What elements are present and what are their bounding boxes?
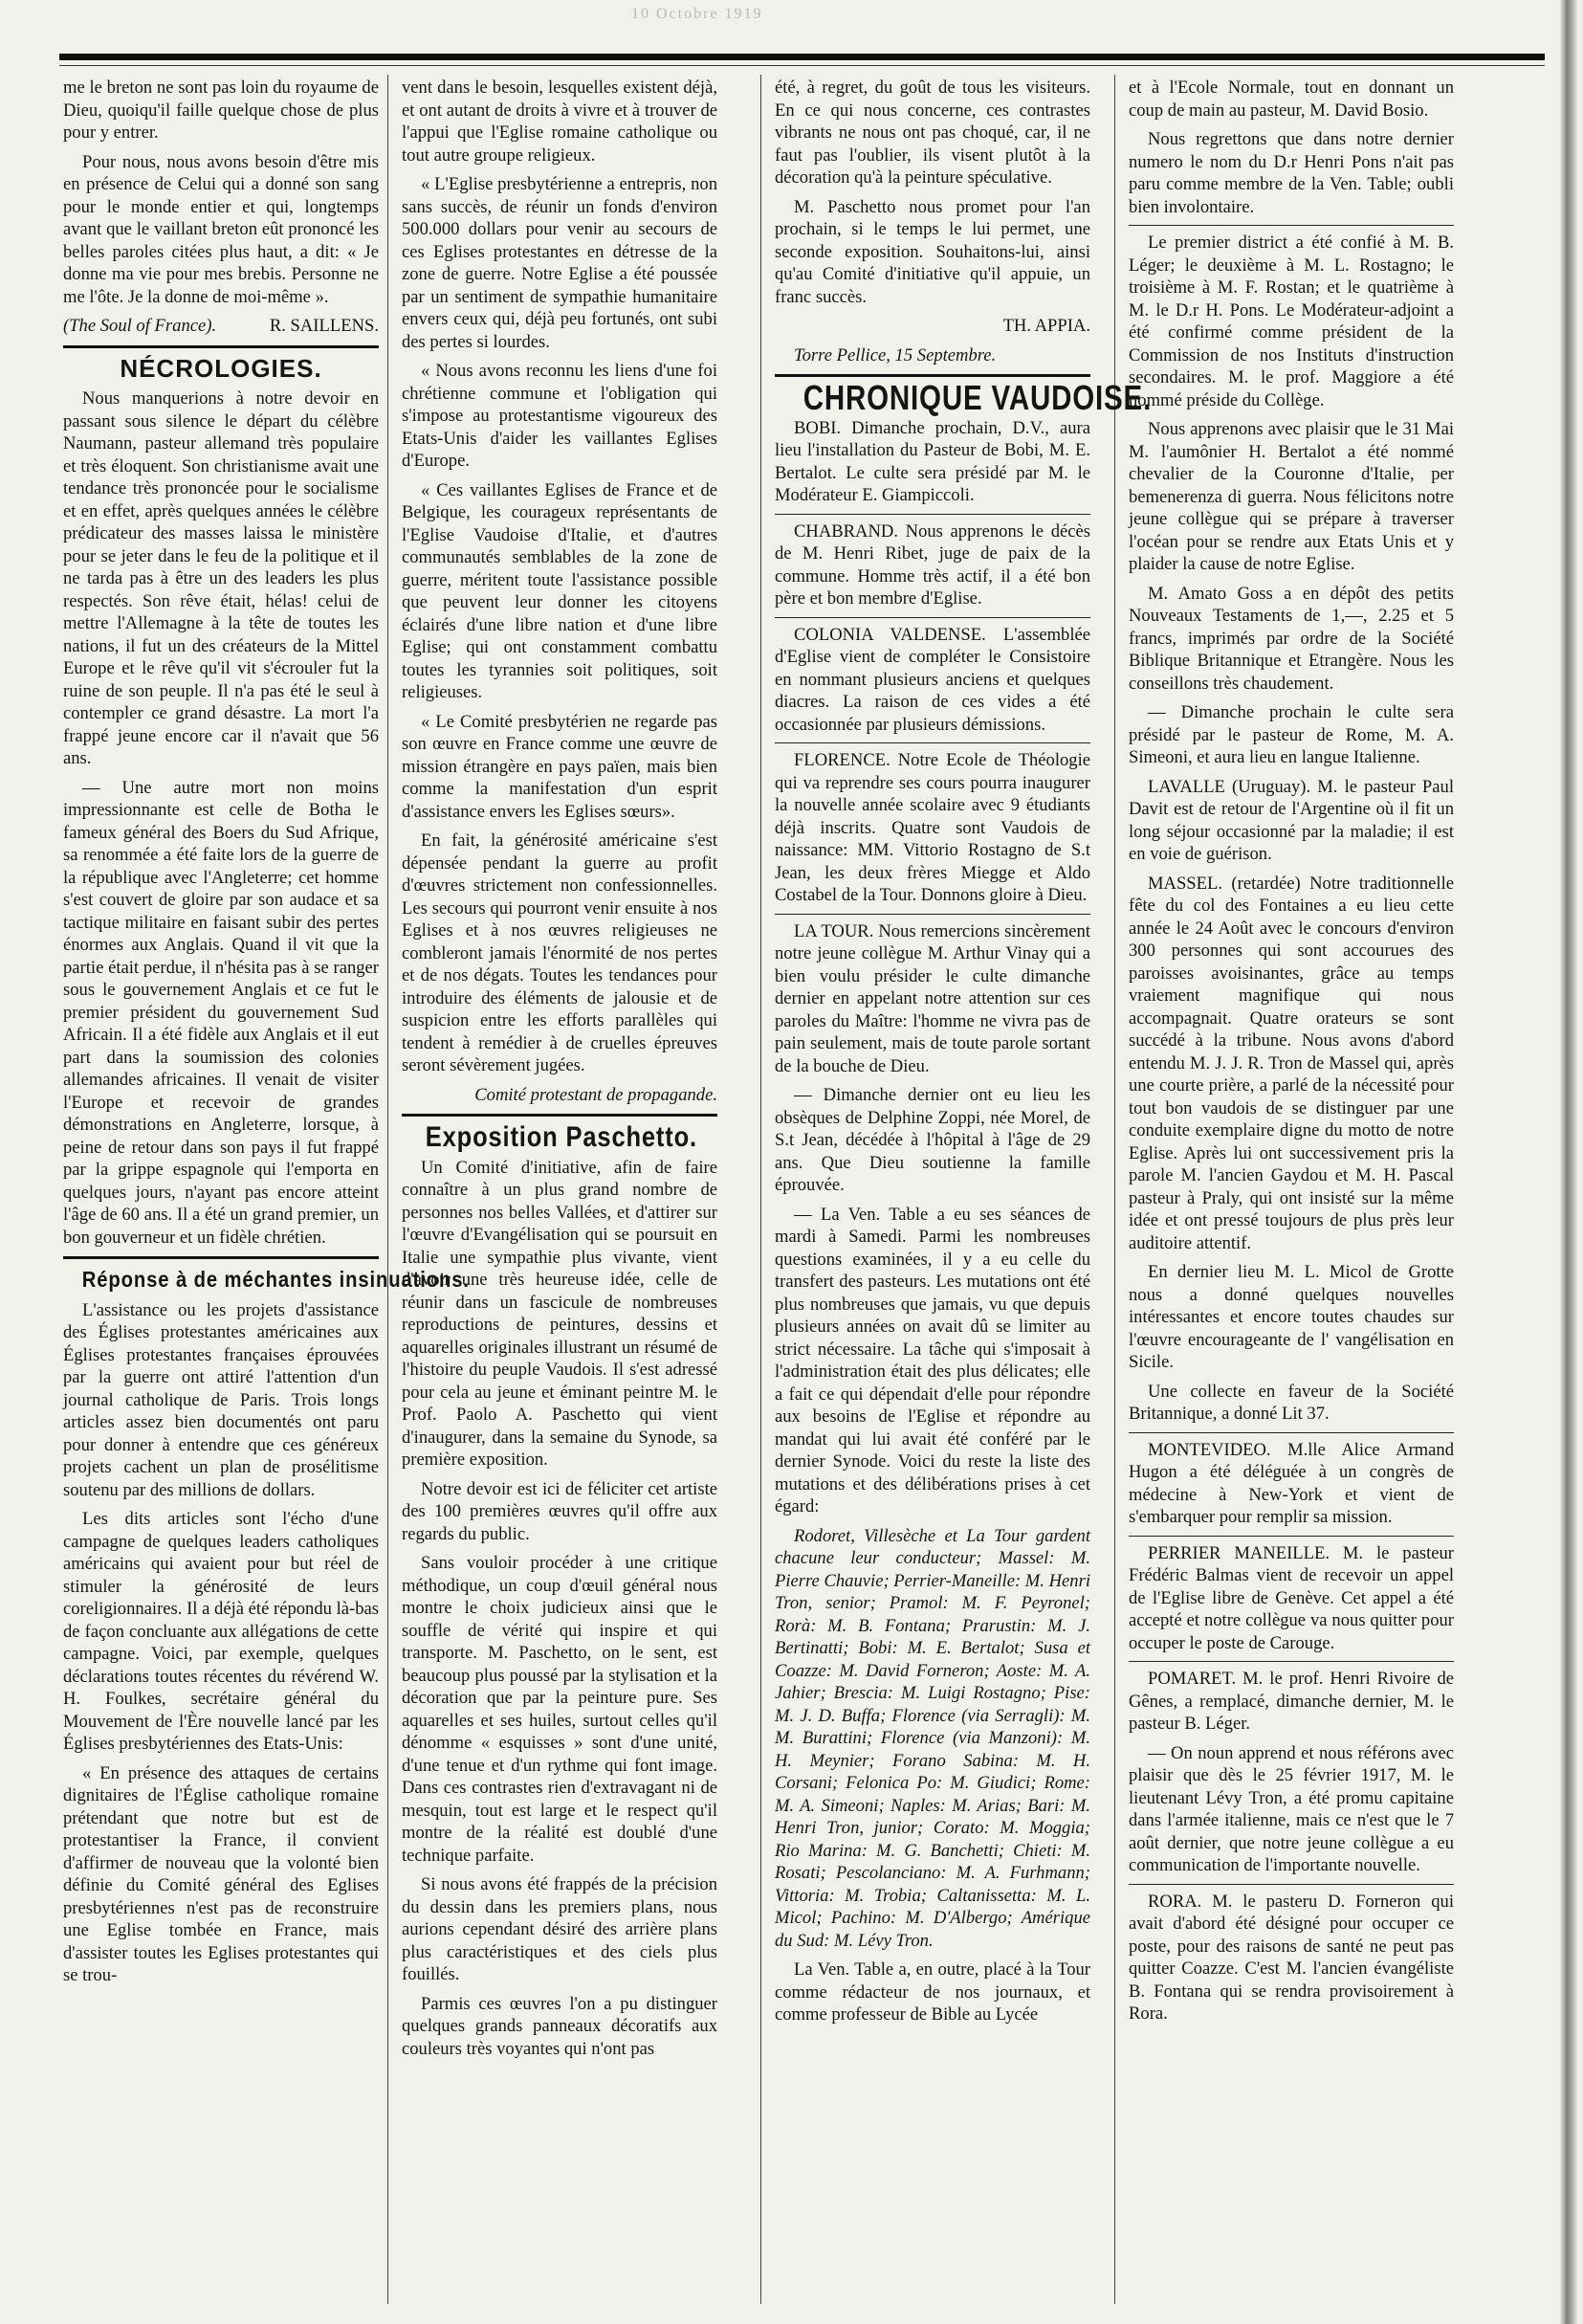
paragraph: Un Comité d'initiative, afin de faire connaître à un plus grand nombre de personnes nos belles Vallées, et d'attirer sur l'œuvre d'Evangélisation qui se poursuit en Italie une sympathie plus vivante, vient d'avoir une très heureuse idée, celle de réunir dans un fascicule de nombreuses reproductions de peintures, dessins et aquarelles originales illustrant un résumé de l'histoire du peuple Vaudois. Il s'est adressé pour cela au jeune et éminant peintre M. le Prof. Paolo A. Paschetto qui vient d'inaugurer, dans la semaine du Synode, sa première exposition. [402, 1157, 717, 1470]
entry-rule [775, 914, 1090, 915]
paragraph: Notre devoir est ici de féliciter cet artiste des 100 premières œuvres qu'il offre aux regards du public. [402, 1478, 717, 1544]
signature-line [63, 315, 379, 338]
top-rule-thin [59, 65, 1545, 66]
paragraph: Sans vouloir procéder à une critique méthodique, un coup d'œuil général nous montre le choix judicieux ainsi que le souffle de vérité qui inspire et qui transporte. M. Paschetto, on le sent, est beaucoup plus poussé par la stylisation et la décoration que par la peinture pure. Ses aquarelles et ses huiles, surtout celles qu'il dénomme « esquisses » sont d'une unité, d'une tenue et d'un rythme qui font image. Dans ces contrastes rien d'extravagant ni de mesquin, tout est large et le respect qu'il montre de la réalité est doublé d'une technique parfaite. [402, 1553, 717, 1866]
section-title-necrologies: NÉCROLOGIES. [120, 353, 322, 383]
section-title-exposition: Exposition Paschetto. [425, 1121, 697, 1153]
paragraph: LAVALLE (Uruguay). M. le pasteur Paul Davit est de retour de l'Argentine où il fit un long séjour occasionné par la maladie; il est en voie de guérison. [1129, 776, 1454, 864]
paragraph: MONTEVIDEO. M.lle Alice Armand Hugon a été déléguée à un congrès de médecine à New-York et vient de s'embarquer pour remplir sa mission. [1129, 1439, 1454, 1527]
paragraph: Pour nous, nous avons besoin d'être mis en présence de Celui qui a donné son sang pour le monde entier et qui, longtemps avant que le vaillant breton eût prononcé les belles paroles citées plus haut, a dit: « Je donne ma vie pour mes brebis. Personne ne me l'ôte. Je la donne de moi-même ». [63, 151, 379, 307]
paragraph: « Nous avons reconnu les liens d'une foi chrétienne commune et l'obligation qui s'impose au protestantisme vigoureux des Etats-Unis d'aider les vaillantes Eglises d'Europe. [402, 361, 717, 471]
paragraph: L'assistance ou les projets d'assistance des Églises protestantes américaines aux Églises protestantes françaises éprouvées par la guerre ont attiré l'attention d'un journal catholique de Paris. Trois longs articles assez bien documentés ont paru pour donner à entendre que ces généreux projets cachent un plan de prosélitisme soutenu par des millions de dollars. [63, 1299, 379, 1500]
column-rule [387, 75, 388, 2304]
paragraph: Nous regrettons que dans notre dernier numero le nom du D.r Henri Pons n'ait pas paru comme membre de la Ven. Table; oubli bien involontaire. [1129, 129, 1454, 217]
paragraph: M. Paschetto nous promet pour l'an prochain, si le temps le lui permet, une seconde exposition. Souhaitons-lui, ainsi qu'au Comité d'initiative qu'il appuie, un franc succès. [775, 196, 1090, 307]
section-title-reponse: Réponse à de méchantes insinuations. [81, 1267, 470, 1292]
paragraph: — La Ven. Table a eu ses séances de mardi à Samedi. Parmi les nombreuses questions examinées, il y a eu celle du transfert des pasteurs. Les mutations ont été plus nombreuses que jamais, vu que depuis plusieurs années on avait dû se limiter au strict nécessaire. La tâche qui s'imposait à l'administration était des plus délicates; elle a fait ce qui dépendait d'elle pour répondre aux besoins de l'Eglise et répondre au mandat qui lui avait été conféré par le dernier Synode. Voici du reste la liste des mutations et des délibérations prises à cet égard: [775, 1204, 1090, 1516]
paragraph: — Dimanche prochain le culte sera présidé par le pasteur de Rome, M. A. Simeoni, et aura lieu en langue Italienne. [1129, 702, 1454, 767]
paragraph: PERRIER MANEILLE. M. le pasteur Frédéric Balmas vient de recevoir un appel de l'Eglise libre de Genève. Cet appel a été accepté et notre collègue va nous quitter pour occuper le poste de Carouge. [1129, 1542, 1454, 1653]
paragraph: LA TOUR. Nous remercions sincèrement notre jeune collègue M. Arthur Vinay qui a bien voulu présider le culte dimanche dernier en appelant notre attention sur ces paroles du Maître: l'homme ne vivra pas de pain seulement, mais de toute parole sortant de la bouche de Dieu. [775, 920, 1090, 1076]
paragraph: Parmis ces œuvres l'on a pu distinguer quelques grands panneaux décoratifs aux couleurs très voyantes qui n'ont pas [402, 1993, 717, 2059]
column-2 [402, 77, 717, 2067]
entry-rule [1129, 225, 1454, 226]
entry-rule [1129, 1661, 1454, 1662]
dateline: Torre Pellice, 15 Septembre. [794, 344, 997, 365]
column-rule [760, 75, 761, 2304]
signature: TH. APPIA. [1002, 316, 1090, 336]
entry-rule [1129, 1884, 1454, 1885]
page-edge [1560, 0, 1577, 2324]
paragraph: MASSEL. (retardée) Notre traditionnelle fête du col des Fontaines a eu lieu cette année le 24 Août avec le concours d'environ 300 personnes qui sont accourues des paroisses avoisinantes, grâce au temps vraiement magnifique qui nous accompagnait. Quatre orateurs se sont succédé à la tribune. Nous avons d'abord entendu M. J. J. R. Tron de Massel qui, après une courte prière, a parlé de la nécessité pour tout bon vaudois de se distinguer par une conduite exemplaire digne du motto de notre Eglise. Après lui ont successivement pris la parole M. l'ancien Gaydou et M. H. Pascal pasteur à Praly, qui ont insisté sur la même idée et ont pressé toujours de plus près leur auditoire attentif. [1129, 873, 1454, 1253]
paragraph: Nous apprenons avec plaisir que le 31 Mai M. l'aumônier H. Bertalot a été nommé chevalier de la Couronne d'Italie, per bemenerenza di guerra. Nous félicitons notre jeune collègue qui se prépare à traverser l'océan pour se rendre aux Etats Unis et y plaider la cause de notre Eglise. [1129, 419, 1454, 574]
paragraph: Si nous avons été frappés de la précision du dessin dans les premiers plans, nous aurions cependant désiré des arrière plans plus caractéristiques et des ciels plus fouillés. [402, 1874, 717, 1984]
paragraph: En fait, la générosité américaine s'est dépensée pendant la guerre au profit d'œuvres strictement non confessionnelles. Les secours qui pourront venir ensuite à nos Eglises et à nos œuvres religieuses ne combleront jamais l'énormité de nos pertes et de nos dégats. Toutes les tendances pour introduire des éléments de jalousie et de suspicion entre les efforts parallèles qui tendent à remédier à de cruelles épreuves seront sévèrement jugées. [402, 830, 717, 1075]
paragraph: RORA. M. le pasteru D. Forneron qui avait d'abord été désigné pour occuper ce poste, pour des raisons de santé ne peut pas quitter Coazze. C'est M. l'ancien évangéliste B. Fontana qui se rendra provisoirement à Rora. [1129, 1891, 1454, 2024]
paragraph: En dernier lieu M. L. Micol de Grotte nous a donné quelques nouvelles intéressantes et encore toutes chaudes sur l'œuvre encourageante de l' vangélisation en Sicile. [1129, 1262, 1454, 1372]
section-rule [63, 345, 379, 348]
section-rule [775, 374, 1090, 377]
entry-rule [775, 514, 1090, 515]
paragraph: Rodoret, Villesèche et La Tour gardent chacune leur conducteur; Massel: M. Pierre Chauvie; Perrier-Maneille: M. Henri Tron, senior; Pramol: M. F. Peyronel; Rorà: M. B. Fontana; Prarustin: M. J. Bertinatti; Bobi: M. E. Bertalot; Susa et Coazze: M. David Forneron; Aoste: M. A. Jahier; Brescia: M. Luigi Rostagno; Pise: M. J. D. Buffa; Florence (via Serragli): M. M. Burattini; Florence (via Manzoni): M. H. Meynier; Forano Sabina: M. H. Corsani; Felonica Po: M. Giudici; Rome: M. A. Simeoni; Naples: M. Arias; Bari: M. Henri Tron, junior; Corato: M. Moggia; Rio Marina: M. G. Banchetti; Chieti: M. Rosati; Pescolanciano: M. A. Furhmann; Vittoria: M. Trobia; Caltanissetta: M. L. Micol; Pachino: M. D'Albergo; Amérique du Sud: M. Lévy Tron. [775, 1525, 1090, 1951]
paragraph: « L'Eglise presbytérienne a entrepris, non sans succès, de réunir un fonds d'environ 500.000 dollars pour venir au secours de ces Eglises protestantes en détresse de la zone de guerre. Notre Eglise a été poussée par un sentiment de sympathie humanitaire envers ceux qui, déjà peu fortunés, ont subi des pertes si lourdes. [402, 174, 717, 352]
paragraph: Une collecte en faveur de la Société Britannique, a donné Lit 37. [1129, 1381, 1454, 1424]
entry-rule [775, 742, 1090, 743]
paragraph: M. Amato Goss a en dépôt des petits Nouveaux Testaments de 1,—, 2.25 et 5 francs, imprimés par ordre de la Société Biblique Britannique et Etrangère. Nous les conseillons très chaudement. [1129, 583, 1454, 694]
paragraph: FLORENCE. Notre Ecole de Théologie qui va reprendre ses cours pourra inaugurer la nouvelle année scolaire avec 9 étudiants déjà inscrits. Quatre sont Vaudois de naissance: MM. Vittorio Rostagno de S.t Jean, les deux frères Miegge et Aldo Costabel de la Tour. Donnons gloire à Dieu. [775, 750, 1090, 905]
paragraph: COLONIA VALDENSE. L'assemblée d'Eglise vient de compléter le Consistoire en nommant plusieurs anciens et quelques diacres. La raison de ces vides a été occasionnée par plusieurs démissions. [775, 624, 1090, 735]
top-rule [59, 54, 1545, 60]
paragraph: « Ces vaillantes Eglises de France et de Belgique, les courageux représentants de l'Eglise Vaudoise d'Italie, et d'autres communautés semblables de la zone de guerre, méritent toute l'assistance possible que peuvent leur donner les citoyens éclairés d'une libre nation et d'une libre Eglise; qui ont constamment combattu toutes les tyrannies soit politiques, soit religieuses. [402, 479, 717, 702]
paragraph: BOBI. Dimanche prochain, D.V., aura lieu l'installation du Pasteur de Bobi, M. E. Bertalot. Le culte sera présidé par M. le Modérateur E. Giampiccoli. [775, 417, 1090, 505]
paragraph: Les dits articles sont l'écho d'une campagne de quelques leaders catholiques américains qui avaient pour but réel de stimuler la générosité de leurs coreligionnaires. Il a déjà été répondu là-bas de façon concluante aux allégations de cette campagne. Voici, par exemple, quelques déclarations toutes récentes du révérend W. H. Foulkes, secrétaire général du Mouvement de l'Ère nouvelle lancé par les Églises presbytériennes des Etats-Unis: [63, 1509, 379, 1754]
paragraph: Nous manquerions à notre devoir en passant sous silence le départ du célèbre Naumann, pasteur allemand très populaire et très éloquent. Son christianisme avait une tendance très prononcée pour le socialisme et en effet, après quelques années le célèbre prédicateur des masses laissa le ministère pour se jeter dans le feu de la politique et il ne tarda pas à être un des leaders les plus respectés. Son rêve était, hélas! celui de mettre l'Allemagne à la tête de toutes les nations, il fut un des créateurs de la Mittel Europe et le rêve qu'il vit s'écrouler fut la ruine de son peuple. Il n'a pas été le seul à contempler ce grand désastre. La mort l'a frappé jeune encore car il n'avait que 56 ans. [63, 388, 379, 768]
column-3 [775, 77, 1153, 2033]
section-rule [402, 1114, 717, 1117]
paragraph: vent dans le besoin, lesquelles existent déjà, et ont autant de droits à vivre et à trouver de l'appui que l'Eglise romaine catholique ou tout autre groupe religieux. [402, 77, 717, 166]
paragraph: me le breton ne sont pas loin du royaume de Dieu, quoiqu'il faille quelque chose de plus pour y entrer. [63, 77, 379, 143]
entry-rule [1129, 1432, 1454, 1433]
paragraph: « En présence des attaques de certains dignitaires de l'Église catholique romaine prétendant que notre but est de protestantiser la France, il convient d'affirmer de nouveau que la volonté bien définie du Comité général des Eglises presbytériennes n'est pas de reconstruire une Eglise tombée en France, mais d'assister toutes les Eglises protestantes qui se trou- [63, 1762, 379, 1985]
column-4 [1129, 77, 1454, 2032]
section-title-chronique: CHRONIQUE VAUDOISE. [802, 378, 1153, 417]
entry-rule [775, 617, 1090, 618]
signature: Comité protestant de propagande. [474, 1084, 717, 1105]
entry-rule [1129, 1536, 1454, 1537]
signature: R. SAILLENS. [269, 316, 379, 336]
paragraph: « Le Comité presbytérien ne regarde pas son œuvre en France comme une œuvre de mission étrangère en pays païen, mais bien comme la manifestation d'un esprit d'assistance envers les Eglises sœurs». [402, 711, 717, 822]
paragraph: La Ven. Table a, en outre, placé à la Tour comme rédacteur de nos journaux, et comme professeur de Bible au Lycée [775, 1959, 1090, 2025]
faint-header: 10 Octobre 1919 [631, 6, 763, 22]
section-rule [63, 1256, 379, 1259]
paragraph: — Une autre mort non moins impressionnante est celle de Botha le fameux général des Boers du Sud Afrique, sa renommée a été faite lors de la guerre de la république avec l'Angleterre; cet homme s'est couvert de gloire par son audace et sa tactique militaire en faisant subir des pertes énormes aux Anglais. Quand il vit que la partie était perdue, il n'hésita pas à se ranger sous le gouvernement Anglais et ce fut le premier président du gouvernement Sud Africain. Il a été fidèle aux Anglais et il eut part dans la soumission des colonies allemandes africaines. Il venait de visiter l'Europe et recevoir de grandes démonstrations en Angleterre, lorsque, à peine de retour dans son pays il fut frappé par la grippe espagnole qui l'emporta en quelques jours, n'ayant pas encore atteint l'âge de 60 ans. Il a été un grand premier, un bon gouverneur et un fidèle chrétien. [63, 777, 379, 1248]
paragraph: et à l'Ecole Normale, tout en donnant un coup de main au pasteur, M. David Bosio. [1129, 77, 1454, 121]
paragraph: Le premier district a été confié à M. B. Léger; le deuxième à M. L. Rostagno; le troisième à M. F. Rostan; et le quatrième à M. le D.r H. Pons. Le Modérateur-adjoint a été confirmé comme président de la Commission de nos Instituts d'instruction secondaires. M. le prof. Maggiore a été nommé préside du Collège. [1129, 232, 1454, 410]
paragraph: — Dimanche dernier ont eu lieu les obsèques de Delphine Zoppi, née Morel, de S.t Jean, décédée à l'hôpital à l'âge de 29 ans. Que Dieu soutienne la famille éprouvée. [775, 1085, 1090, 1195]
paragraph: CHABRAND. Nous apprenons le décès de M. Henri Ribet, juge de paix de la commune. Homme très actif, il a été bon père et bon membre d'Eglise. [775, 520, 1090, 609]
paragraph: — On noun apprend et nous référons avec plaisir que dès le 25 février 1917, M. le lieutenant Lévy Tron, a été promu capitaine dans l'armée italienne, mais ce n'est que le 7 août dernier, que notre jeune collègue a eu communication de l'importante nouvelle. [1129, 1742, 1454, 1875]
column-1 [63, 77, 470, 1994]
source: (The Soul of France). [63, 316, 217, 336]
paragraph: POMARET. M. le prof. Henri Rivoire de Gênes, a remplacé, dimanche dernier, M. le pasteur B. Léger. [1129, 1669, 1454, 1734]
paragraph: été, à regret, du goût de tous les visiteurs. En ce qui nous concerne, ces contrastes vibrants ne nous ont pas choqué, car, il ne faut pas l'oublier, ils visent plutôt à la décoration qu'à la peinture spéculative. [775, 77, 1090, 188]
